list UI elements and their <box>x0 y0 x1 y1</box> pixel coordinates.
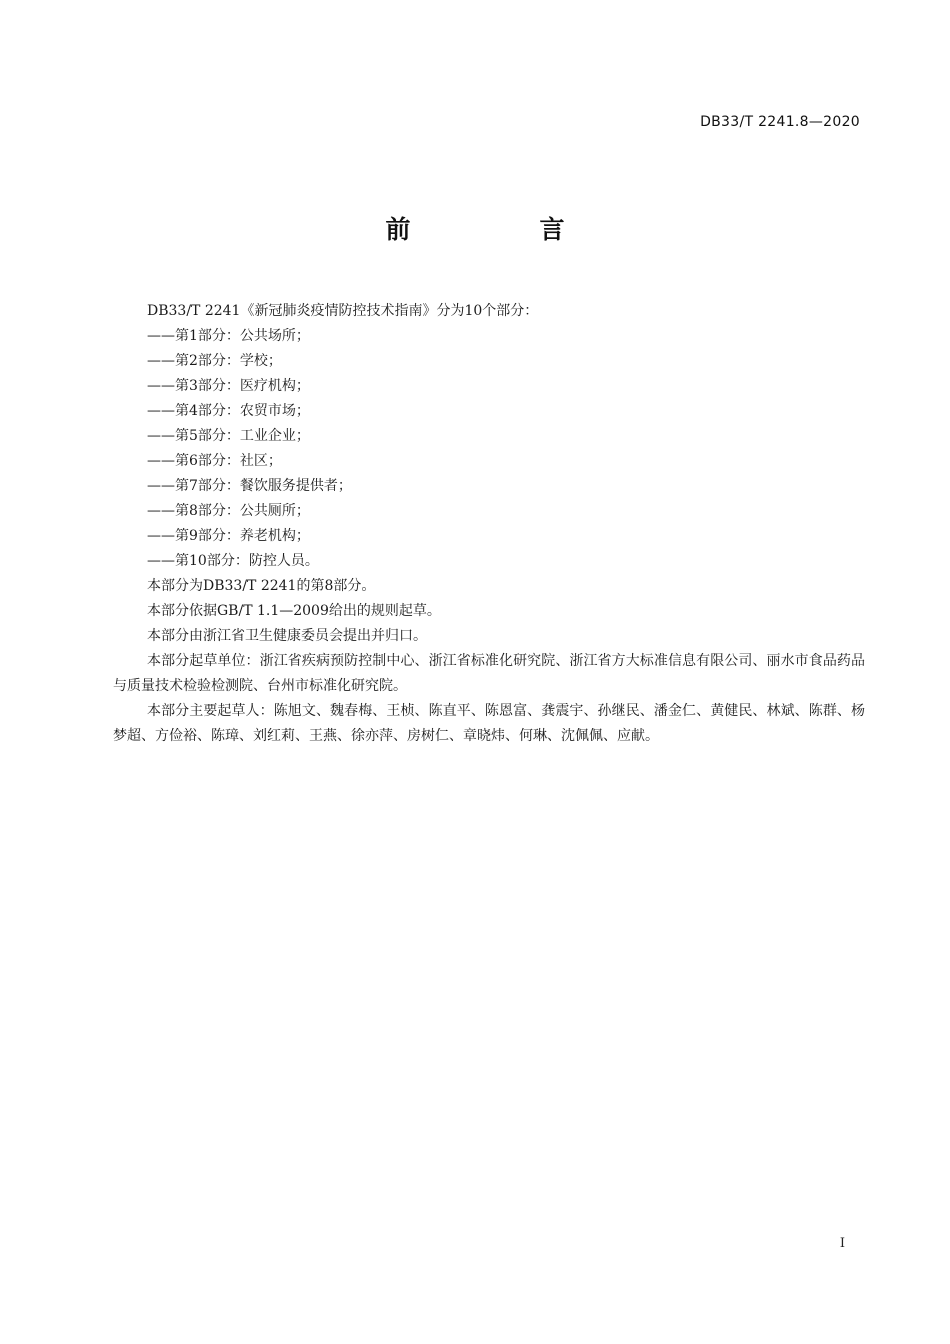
page-number: I <box>839 1236 845 1251</box>
drafting-units-paragraph: 本部分起草单位：浙江省疾病预防控制中心、浙江省标准化研究院、浙江省方大标准信息有限公司、丽水市食品药品与质量技术检验检测院、台州市标准化研究院。 <box>113 653 865 694</box>
intro-line: DB33/T 2241《新冠肺炎疫情防控技术指南》分为10个部分： <box>147 303 539 319</box>
part-item: ——第10部分：防控人员。 <box>147 553 319 569</box>
statement-line: 本部分由浙江省卫生健康委员会提出并归口。 <box>147 628 427 644</box>
statement-line: 本部分依据GB/T 1.1—2009给出的规则起草。 <box>147 603 441 619</box>
part-item: ——第7部分：餐饮服务提供者； <box>147 478 352 494</box>
part-item: ——第2部分：学校； <box>147 353 282 369</box>
page-title: 前 言 <box>385 215 617 244</box>
part-item: ——第1部分：公共场所； <box>147 328 310 344</box>
part-item: ——第6部分：社区； <box>147 453 282 469</box>
standard-code: DB33/T 2241.8—2020 <box>700 114 860 130</box>
part-item: ——第5部分：工业企业； <box>147 428 310 444</box>
part-item: ——第8部分：公共厕所； <box>147 503 310 519</box>
part-item: ——第9部分：养老机构； <box>147 528 310 544</box>
statement-line: 本部分为DB33/T 2241的第8部分。 <box>147 578 376 594</box>
foreword-body <box>113 299 865 749</box>
part-item: ——第3部分：医疗机构； <box>147 378 310 394</box>
part-item: ——第4部分：农贸市场； <box>147 403 310 419</box>
drafters-paragraph: 本部分主要起草人：陈旭文、魏春梅、王桢、陈直平、陈恩富、龚震宇、孙继民、潘金仁、黄健民、林斌、陈群、杨梦超、方俭裕、陈璋、刘红莉、王燕、徐亦萍、房树仁、章晓炜、何琳、沈佩佩、应献。 <box>113 703 865 744</box>
